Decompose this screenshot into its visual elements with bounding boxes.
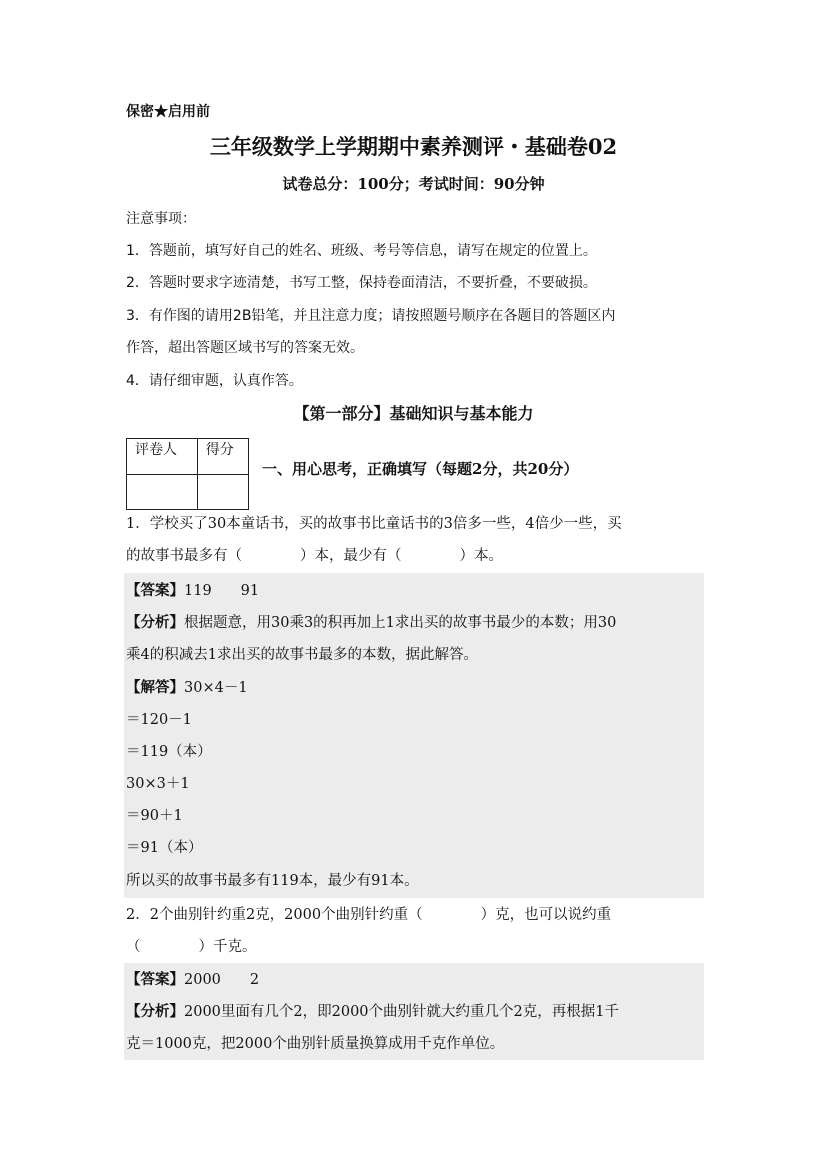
notice-heading: 注意事项： (126, 211, 196, 227)
section-title: 【第一部分】基础知识与基本能力 (293, 404, 534, 423)
reviewer-cell[interactable] (127, 474, 198, 510)
q2-analysis-text-1: 2000里面有几个2，即2000个曲别针就大约重几个2克，再根据1千 (184, 1004, 619, 1020)
q1-analysis-label: 【分析】 (126, 614, 184, 631)
score-table (126, 438, 249, 510)
q1-step-6: ＝91（本） (126, 840, 203, 856)
q1-line-2: 的故事书最多有（ ）本，最少有（ ）本。 (126, 548, 503, 564)
confidential-label: 保密★启用前 (126, 104, 210, 120)
q2-analysis-2: 克＝1000克，把2000个曲别针质量换算成用千克作单位。 (126, 1036, 505, 1052)
notice-item-2: 2．答题时要求字迹清楚，书写工整，保持卷面清洁，不要折叠，不要破损。 (126, 275, 597, 291)
q1-solution-1 (126, 676, 248, 697)
q2-line-1: 2．2个曲别针约重2克，2000个曲别针约重（ ）克，也可以说约重 (126, 907, 612, 923)
notice-item-1: 1．答题前，填写好自己的姓名、班级、考号等信息，请写在规定的位置上。 (126, 243, 597, 259)
q2-answer-label: 【答案】 (126, 971, 184, 988)
exam-subtitle: 试卷总分：100分；考试时间：90分钟 (282, 175, 545, 193)
q1-step-2: ＝120－1 (126, 712, 192, 728)
q2-line-2: （ ）千克。 (126, 939, 257, 955)
q1-analysis-text-1: 根据题意，用30乘3的积再加上1求出买的故事书最少的本数；用30 (184, 615, 617, 631)
q2-analysis-1 (126, 1000, 619, 1021)
notice-item-3: 3．有作图的请用2B铅笔，并且注意力度；请按照题号顺序在各题目的答题区内 (126, 308, 616, 324)
q1-conclusion: 所以买的故事书最多有119本，最少有91本。 (126, 873, 419, 889)
q1-analysis-1 (126, 611, 616, 632)
q2-analysis-label: 【分析】 (126, 1003, 184, 1020)
q1-analysis-2: 乘4的积减去1求出买的故事书最多的本数，据此解答。 (126, 647, 478, 663)
q1-answer (126, 579, 259, 600)
notice-item-4: 4．请仔细审题，认真作答。 (126, 373, 303, 389)
q1-solution-label: 【解答】 (126, 679, 184, 696)
part-heading: 一、用心思考，正确填写（每题2分，共20分） (262, 460, 579, 478)
q2-answer (126, 968, 259, 989)
q2-answer-value: 2000 2 (184, 972, 260, 988)
reviewer-header: 评卷人 (127, 439, 198, 475)
score-header: 得分 (197, 439, 248, 475)
notice-item-3-cont: 作答，超出答题区域书写的答案无效。 (126, 340, 364, 356)
q1-step-3: ＝119（本） (126, 744, 212, 760)
exam-title: 三年级数学上学期期中素养测评・基础卷02 (209, 134, 618, 159)
q1-step-4: 30×3＋1 (126, 776, 190, 792)
q1-step-1: 30×4－1 (184, 680, 248, 696)
q1-step-5: ＝90＋1 (126, 808, 183, 824)
q1-answer-label: 【答案】 (126, 582, 184, 599)
q1-answer-value: 119 91 (184, 583, 260, 599)
q1-line-1: 1．学校买了30本童话书，买的故事书比童话书的3倍多一些，4倍少一些，买 (126, 516, 622, 532)
score-cell[interactable] (197, 474, 248, 510)
